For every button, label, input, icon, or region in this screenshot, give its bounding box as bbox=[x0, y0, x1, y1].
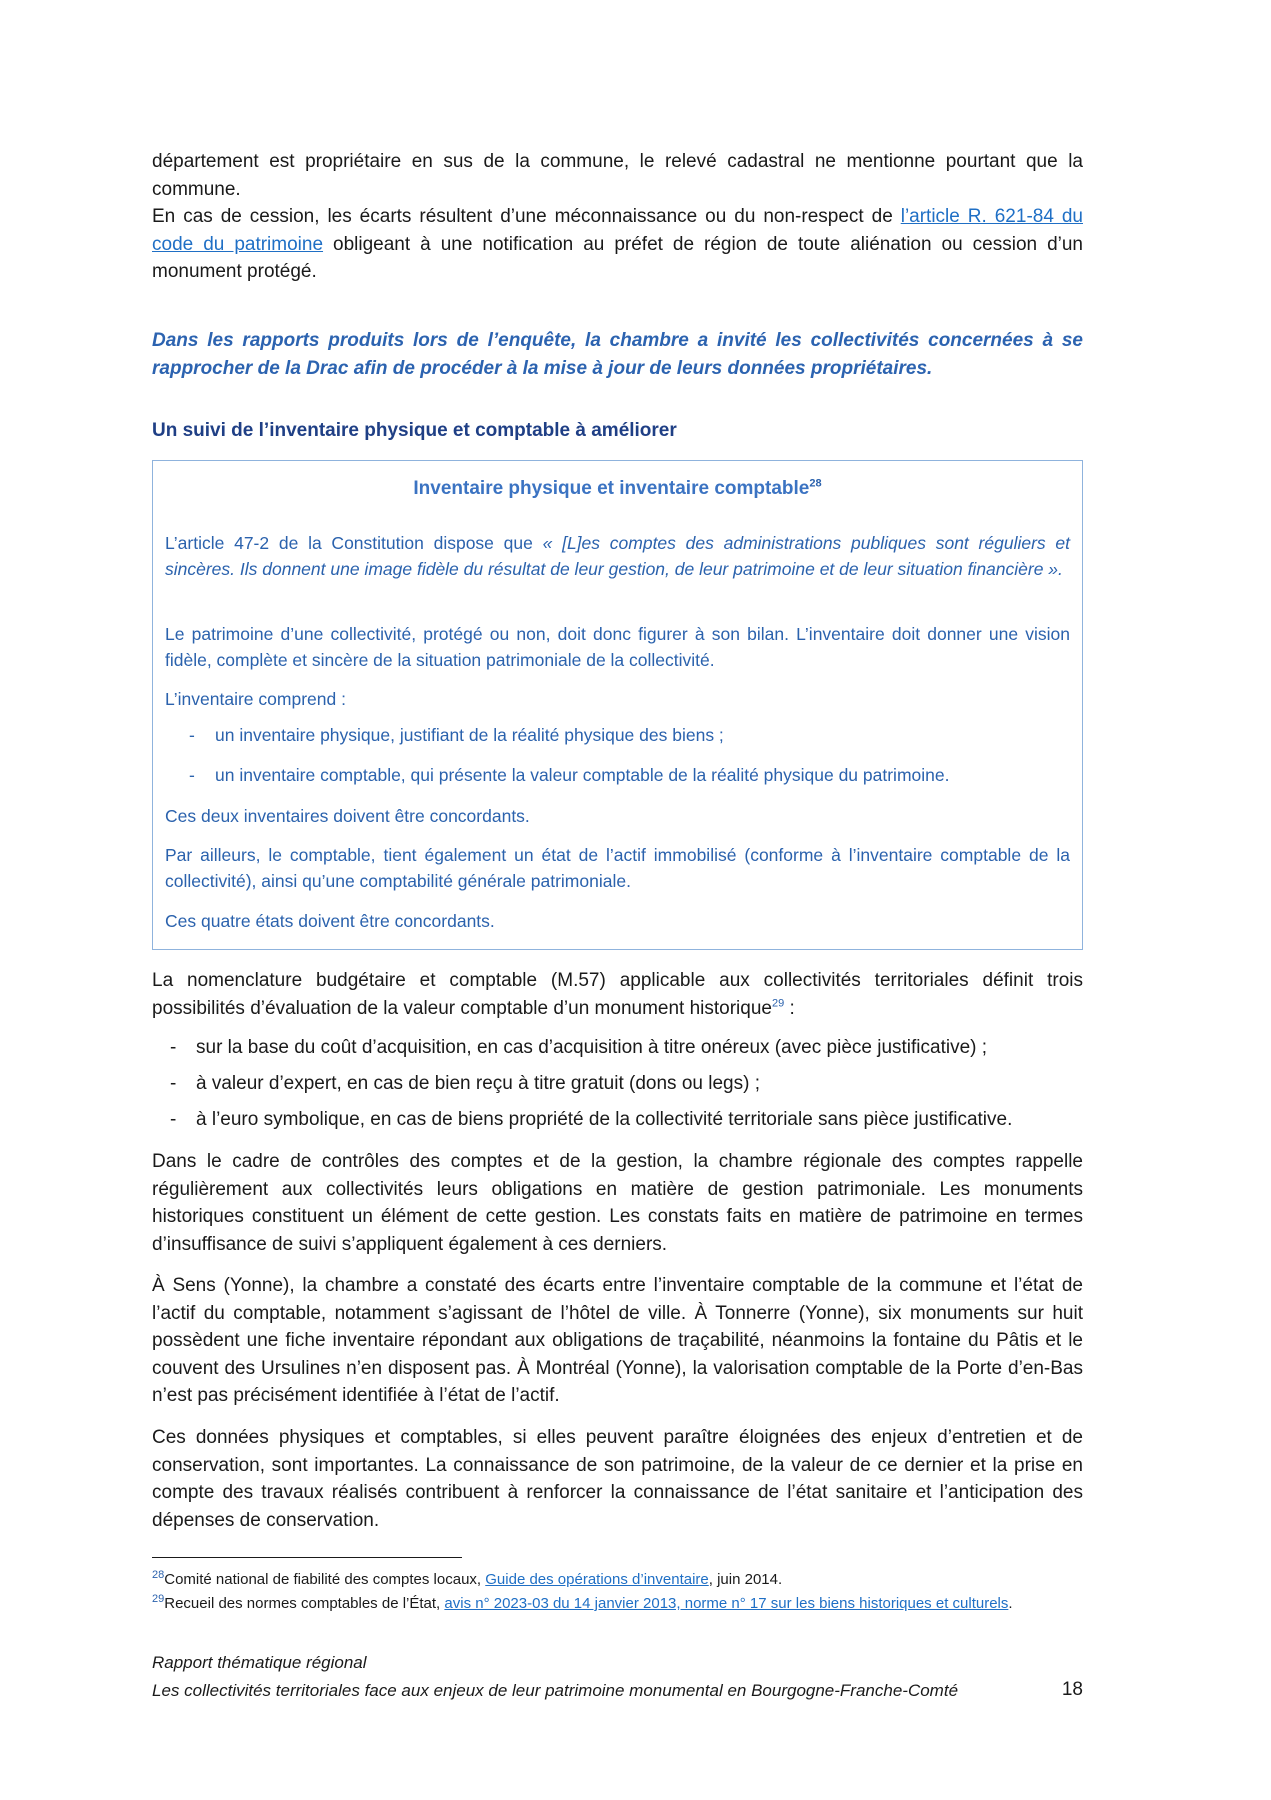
section-title: Un suivi de l’inventaire physique et comptable à améliorer bbox=[152, 420, 677, 441]
footnote-ref-29[interactable]: 29 bbox=[771, 997, 785, 1010]
guide-inventaire-link[interactable]: Guide des opérations d’inventaire bbox=[485, 1571, 709, 1588]
box-paragraph-quatre-etats: Ces quatre états doivent être concordants. bbox=[165, 911, 495, 931]
box-paragraph-patrimoine: Le patrimoine d’une collectivité, protégé ou non, doit donc figurer à son bilan. L’inventaire doit donner une vision fidèle, complète et sincère de la situation patrimoniale de la collectivité. bbox=[165, 624, 1070, 670]
page-number: 18 bbox=[1061, 1679, 1083, 1700]
box-paragraph-constitution bbox=[165, 530, 1070, 582]
box-paragraph-inventaire: L’inventaire comprend : bbox=[165, 689, 346, 709]
box-list-item bbox=[153, 725, 1120, 746]
intro-block bbox=[152, 148, 1083, 286]
donnees-paragraph: Ces données physiques et comptables, si elles peuvent paraître éloignées des enjeux d’entretien et de conservation, sont importantes. La connaissance de son patrimoine, de la valeur de ce dernier et la prise en compte des travaux réalisés contribuent à renforcer la connaissance de l’état sanitaire et l’anticipation des dépenses de conservation. bbox=[152, 1427, 1083, 1531]
footnote-text-end: , juin 2014. bbox=[708, 1571, 783, 1588]
valuation-list-item bbox=[152, 1034, 1127, 1062]
valuation-item-text: sur la base du coût d’acquisition, en cas d’acquisition à titre onéreux (avec pièce justificative) ; bbox=[196, 1037, 988, 1058]
article-r621-84-link[interactable]: l’article R. 621-84 du code du patrimoine bbox=[152, 206, 1083, 255]
footnote-number: 29 bbox=[152, 1593, 165, 1605]
valuation-list-item bbox=[152, 1070, 1127, 1098]
box-title-text: Inventaire physique et inventaire comptable bbox=[413, 478, 810, 499]
footnote-28 bbox=[152, 1569, 1083, 1590]
footnote-text-end: . bbox=[1008, 1595, 1013, 1612]
dash-bullet-icon: - bbox=[170, 1073, 177, 1094]
dash-bullet-icon: - bbox=[189, 725, 195, 745]
box-list-item bbox=[153, 765, 1120, 786]
chamber-recommendation: Dans les rapports produits lors de l’enquête, la chambre a invité les collectivités concernées à se rapprocher de la Drac afin de procéder à la mise à jour de leurs données propriétaires. bbox=[152, 330, 1083, 379]
footer-report-type: Rapport thématique régional bbox=[152, 1653, 367, 1672]
valuation-item-text: à l’euro symbolique, en cas de biens propriété de la collectivité territoriale sans pièce justificative. bbox=[196, 1109, 1013, 1130]
nomenclature-suffix: : bbox=[784, 997, 795, 1019]
constitution-quote: « [L]es comptes des administrations publiques sont réguliers et sincères. Ils donnent une image fidèle du résultat de leur gestion, de leur patrimoine et de leur situation financière ». bbox=[165, 533, 1070, 579]
footnote-text: Recueil des normes comptables de l’État, bbox=[164, 1595, 445, 1612]
nomenclature-text: La nomenclature budgétaire et comptable (M.57) applicable aux collectivités territoriales définit trois possibilités d’évaluation de la valeur comptable d’un monument historique bbox=[152, 970, 1083, 1019]
footnote-separator bbox=[152, 1557, 462, 1558]
intro-paragraph-2 bbox=[152, 203, 1083, 286]
footnote-text: Comité national de fiabilité des comptes locaux, bbox=[164, 1571, 486, 1588]
intro-text-before-link: En cas de cession, les écarts résultent d’une méconnaissance ou du non-respect de bbox=[152, 206, 901, 227]
footer-report-title: Les collectivités territoriales face aux enjeux de leur patrimoine monumental en Bourgogne-Franche-Comté bbox=[152, 1681, 959, 1700]
valuation-item-text: à valeur d’expert, en cas de bien reçu à titre gratuit (dons ou legs) ; bbox=[196, 1073, 760, 1094]
box-paragraph-comptable: Par ailleurs, le comptable, tient également un état de l’actif immobilisé (conforme à l’inventaire comptable de la collectivité), ainsi qu’une comptabilité générale patrimoniale. bbox=[165, 845, 1070, 891]
avis-norme-link[interactable]: avis n° 2023-03 du 14 janvier 2013, norme n° 17 sur les biens historiques et culturels bbox=[444, 1595, 1009, 1612]
dash-bullet-icon: - bbox=[170, 1037, 177, 1058]
nomenclature-paragraph bbox=[152, 967, 1083, 1022]
footnote-ref-28[interactable]: 28 bbox=[809, 477, 822, 490]
box-title bbox=[153, 478, 1082, 500]
intro-paragraph-1: département est propriétaire en sus de la commune, le relevé cadastral ne mentionne pourtant que la commune. bbox=[152, 151, 1083, 200]
box-paragraph-concordants: Ces deux inventaires doivent être concordants. bbox=[165, 806, 530, 826]
dash-bullet-icon: - bbox=[189, 765, 195, 785]
sens-paragraph: À Sens (Yonne), la chambre a constaté des écarts entre l’inventaire comptable de la commune et l’état de l’actif du comptable, notamment s’agissant de l’hôtel de ville. À Tonnerre (Yonne), six monuments sur huit possèdent une fiche inventaire répondant aux obligations de traçabilité, néanmoins la fontaine du Pâtis et le couvent des Ursulines n’en disposent pas. À Montréal (Yonne), la valorisation comptable de la Porte d’en-Bas n’est pas précisément identifiée à l’état de l’actif. bbox=[152, 1275, 1083, 1406]
box-p1-intro: L’article 47-2 de la Constitution dispose que bbox=[165, 533, 543, 553]
footnote-number: 28 bbox=[152, 1569, 165, 1581]
dash-bullet-icon: - bbox=[170, 1109, 177, 1130]
box-list-item-text: un inventaire physique, justifiant de la réalité physique des biens ; bbox=[215, 725, 724, 745]
controles-paragraph: Dans le cadre de contrôles des comptes et de la gestion, la chambre régionale des comptes rappelle régulièrement aux collectivités leurs obligations en matière de gestion patrimoniale. Les monuments historiques constituent un élément de cette gestion. Les constats faits en matière de patrimoine en termes d’insuffisance de suivi s’appliquent également à ces derniers. bbox=[152, 1151, 1083, 1255]
valuation-list-item bbox=[152, 1106, 1127, 1134]
box-list-item-text: un inventaire comptable, qui présente la valeur comptable de la réalité physique du patrimoine. bbox=[215, 765, 950, 785]
footnote-29 bbox=[152, 1593, 1083, 1614]
intro-text-after-link: obligeant à une notification au préfet de région de toute aliénation ou cession d’un monument protégé. bbox=[152, 233, 1083, 282]
info-box bbox=[152, 460, 1083, 950]
